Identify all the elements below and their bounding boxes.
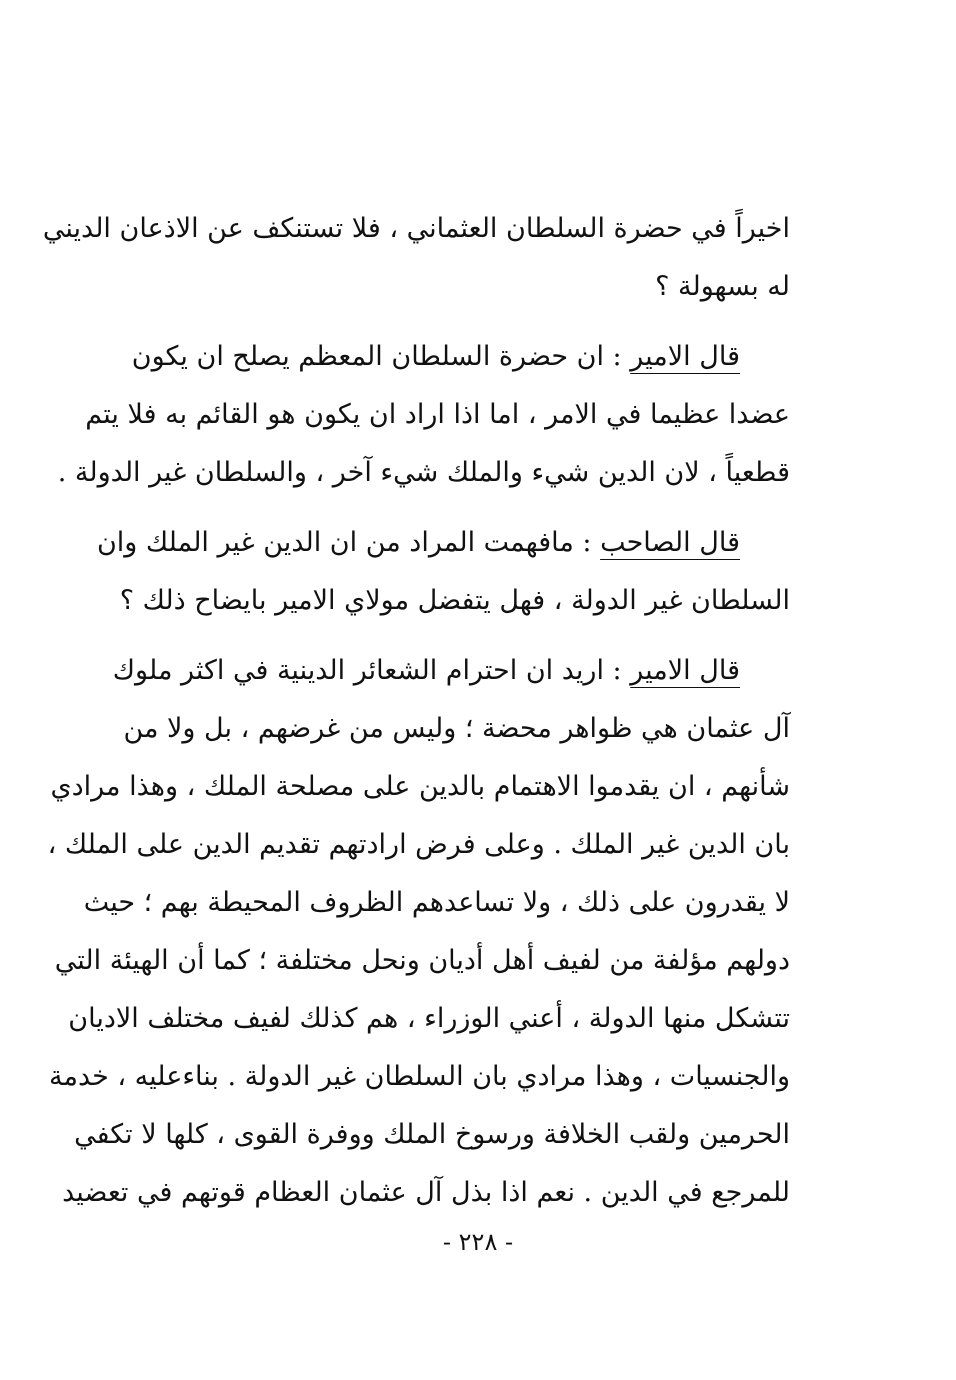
page-number: - ٢٢٨ -: [442, 1228, 514, 1256]
text-line: السلطان غير الدولة ، فهل يتفضل مولاي الامير بايضاح ذلك ؟: [119, 585, 790, 616]
dialogue-line: [112, 642, 790, 700]
text-line: آل عثمان هي ظواهر محضة ؛ وليس من غرضهم ، بل ولا من: [123, 713, 790, 744]
text-line: قطعياً ، لان الدين شيء والملك شيء آخر ، والسلطان غير الدولة .: [57, 457, 790, 488]
text-segment: : ان حضرة السلطان المعظم يصلح ان يكون: [131, 341, 622, 372]
text-line: الحرمين ولقب الخلافة ورسوخ الملك ووفرة القوى ، كلها لا تكفي: [74, 1119, 790, 1150]
text-line: للمرجع في الدين . نعم اذا بذل آل عثمان العظام قوتهم في تعضيد: [62, 1177, 790, 1208]
text-segment: : مافهمت المراد من ان الدين غير الملك وان: [96, 527, 592, 558]
text-line: اخيراً في حضرة السلطان العثماني ، فلا تستنكف عن الاذعان الديني: [42, 213, 790, 244]
speaker-label: قال الصاحب: [600, 527, 740, 558]
text-line: له بسهولة ؟: [655, 271, 790, 302]
text-segment: : اريد ان احترام الشعائر الدينية في اكثر ملوك: [112, 655, 622, 686]
text-line: لا يقدرون على ذلك ، ولا تساعدهم الظروف المحيطة بهم ؛ حيث: [83, 887, 790, 918]
speaker-label: قال الامير: [630, 341, 740, 372]
text-line: بان الدين غير الملك . وعلى فرض ارادتهم تقديم الدين على الملك ،: [47, 829, 790, 860]
body-text: [42, 200, 790, 1222]
text-line: تتشكل منها الدولة ، أعني الوزراء ، هم كذلك لفيف مختلف الاديان: [68, 1003, 790, 1034]
text-line: عضدا عظيما في الامر ، اما اذا اراد ان يكون هو القائم به فلا يتم: [85, 399, 790, 430]
text-line: دولهم مؤلفة من لفيف أهل أديان ونحل مختلفة ؛ كما أن الهيئة التي: [54, 945, 790, 976]
text-line: والجنسيات ، وهذا مرادي بان السلطان غير الدولة . بناءعليه ، خدمة: [49, 1061, 790, 1092]
text-line: شأنهم ، ان يقدموا الاهتمام بالدين على مصلحة الملك ، وهذا مرادي: [50, 771, 790, 802]
dialogue-line: [131, 328, 790, 386]
speaker-label: قال الامير: [630, 655, 740, 686]
dialogue-line: [96, 514, 790, 572]
